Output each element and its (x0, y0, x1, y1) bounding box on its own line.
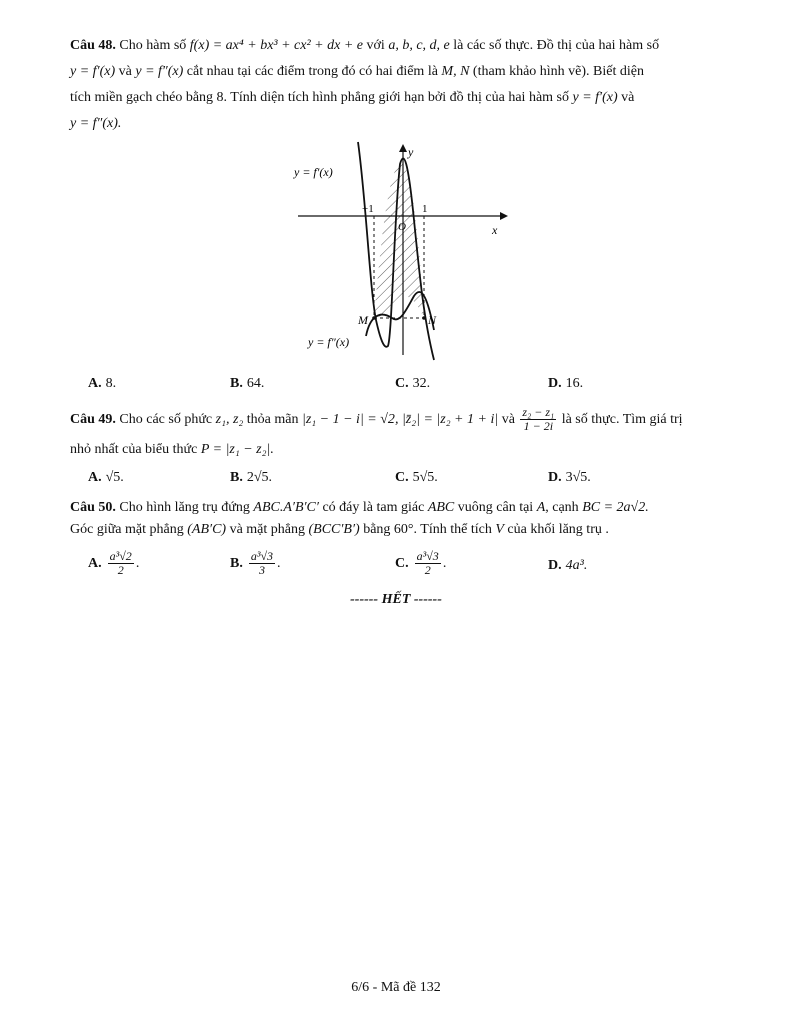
q49-option-c: C. 5√5. (395, 470, 438, 485)
label-1: 1 (422, 203, 428, 215)
label-fp: y = f′(x) (294, 165, 333, 179)
q48-text: với (366, 38, 385, 53)
point-m (372, 316, 376, 320)
q49-condition-2: , |z̄₂| = |z₂ + 1 + i| (394, 411, 499, 427)
q49-option-d: D. 3√5. (548, 470, 591, 485)
q50-option-b: B. $\frac{\text{a³√3}}{3}$ . (230, 549, 281, 578)
q48-vars: a, b, c, d, e (388, 38, 450, 53)
q50-option-a: A. $\frac{\text{a³√2}}{2}$ . (88, 549, 140, 578)
q49-number: Câu 49. (70, 411, 116, 427)
q48-text: và (621, 90, 635, 105)
q49-expression: P = |z₁ − z₂|. (200, 442, 274, 457)
q48-text: (tham khảo hình vẽ). Biết diện (472, 64, 644, 79)
q48-option-d: D. 16. (548, 376, 584, 391)
label-o: O (398, 221, 406, 233)
q48-text: Cho hàm số (119, 38, 187, 53)
label-fpp: y = f″(x) (308, 335, 350, 349)
label-x: x (492, 223, 498, 237)
point-n (422, 316, 426, 320)
q48-fpp2: y = f″(x). (70, 116, 122, 131)
q48-mn: M, N (441, 64, 470, 79)
q48-line-3 (70, 90, 634, 106)
q50-number: Câu 50. (70, 500, 116, 515)
q48-line-1 (70, 38, 659, 54)
y-axis-arrow (399, 144, 407, 152)
q49-option-b: B. 2√5. (230, 470, 273, 485)
label-minus1: −1 (362, 203, 374, 215)
q48-text: là các số thực. Đồ thị của hai hàm số (453, 38, 660, 53)
label-m: M (358, 313, 368, 327)
q48-option-c: C. 32. (395, 376, 431, 391)
q49-line-2: nhỏ nhất của biểu thức P = |z₁ − z₂|. (70, 442, 274, 457)
q48-text: cắt nhau tại các điểm trong đó có hai điểm là (186, 64, 438, 79)
end-marker: ------ HẾT ------ (350, 592, 442, 607)
q48-line-2 (70, 64, 644, 80)
label-y: y (408, 145, 414, 159)
q48-option-a: A. 8. (88, 376, 117, 391)
q50-option-d: D. 4a³. (548, 558, 588, 573)
q50-line-2: Góc giữa mặt phẳng (AB′C) và mặt phẳng (BCC′B′) bằng 60°. Tính thể tích V của khối lăng trụ . (70, 522, 609, 537)
q48-text: và (118, 64, 132, 79)
q50-option-c: C. $\frac{\text{a³√3}}{2}$ . (395, 549, 447, 578)
q49-condition-1: |z₁ − 1 − i| = √2 (302, 411, 395, 427)
q48-option-b: B. 64. (230, 376, 265, 391)
q50-line-1: Câu 50. Cho hình lăng trụ đứng ABC.A′B′C′ có đáy là tam giác ABC vuông cân tại A, cạnh BC = 2a√2. (70, 500, 649, 515)
q48-fp2: y = f′(x) (572, 90, 618, 105)
x-axis-arrow (500, 212, 508, 220)
label-n: N (428, 313, 437, 327)
q48-function: f(x) = ax⁴ + bx³ + cx² + dx + e (189, 38, 364, 53)
q48-fpp: y = f″(x) (135, 64, 184, 79)
page-footer: 6/6 - Mã đề 132 (351, 980, 441, 995)
q48-number: Câu 48. (70, 38, 116, 53)
q48-line-4 (70, 116, 121, 132)
q48-graph (288, 140, 518, 362)
q49-option-a: A. √5. (88, 470, 124, 485)
q48-fp: y = f′(x) (70, 64, 116, 79)
q48-text: tích miền gạch chéo bằng 8. Tính diện tích hình phẳng giới hạn bởi đồ thị của hai hàm số (70, 90, 569, 105)
q49-line-1: Câu 49. Cho các số phức z₁, z₂ thỏa mãn |z₁ − 1 − i| = √2, |z̄₂| = |z₂ + 1 + i| và $\frac{\text{z₂ − z₁}}{1 - 2i}$ là số thực. Tìm giá trị (70, 405, 683, 434)
q49-fraction: $\frac{\text{z₂ − z₁}}{1 - 2i}$ (522, 405, 555, 434)
